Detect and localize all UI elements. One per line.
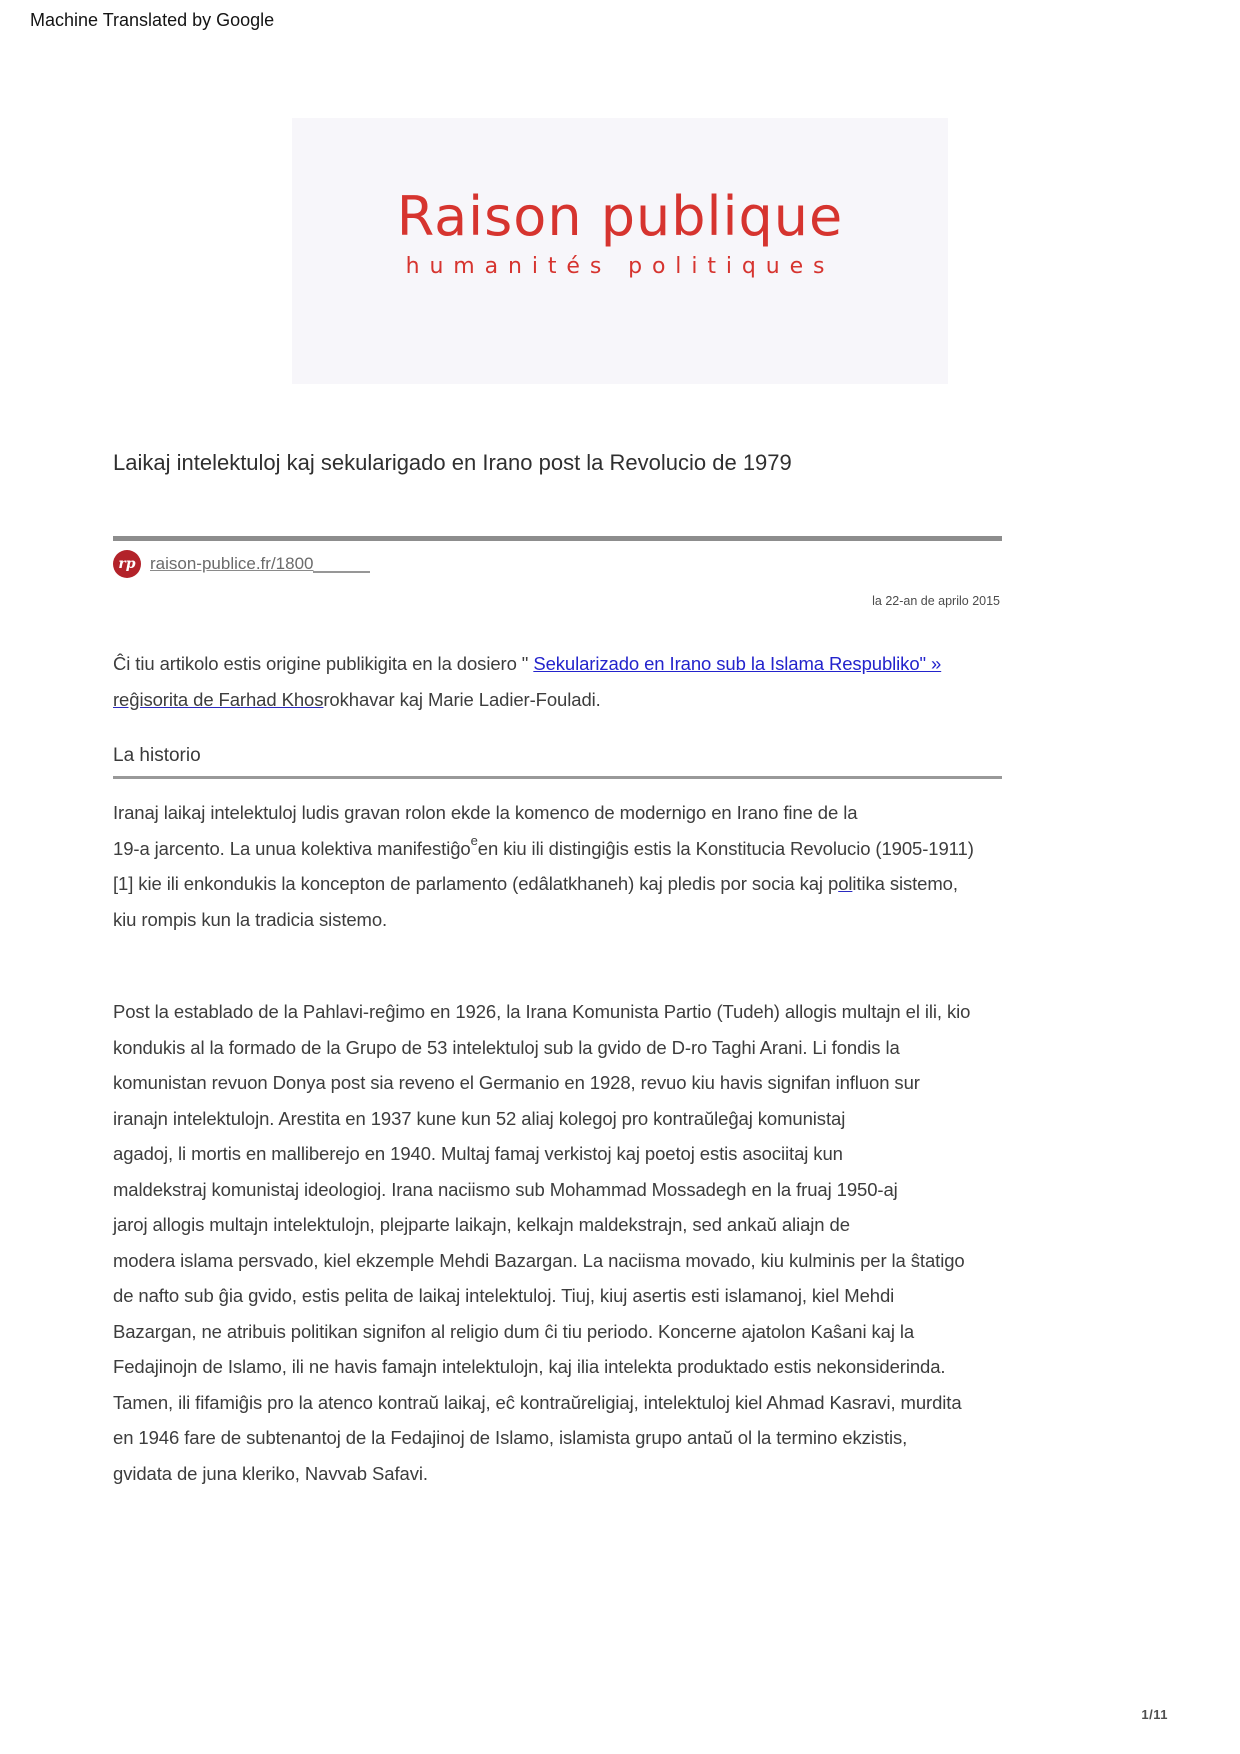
text-span: iranajn intelektulojn. Arestita en 1937 kune kun 52 aliaj kolegoj pro kontraŭleĝaj komunistaj xyxy=(113,1107,846,1129)
text-span: ol xyxy=(838,873,853,894)
text-line xyxy=(113,994,970,1030)
text-span: modera islama persvado, kiel ekzemple Mehdi Bazargan. La naciisma movado, kiu kulminis per la ŝtatigo xyxy=(113,1249,965,1271)
history-paragraph-1 xyxy=(113,795,974,937)
text-line xyxy=(113,1278,970,1314)
text-span: gvidata de juna kleriko, Navvab Safavi. xyxy=(113,1462,428,1484)
text-line xyxy=(113,1349,970,1385)
text-span: [1] kie ili enkondukis la koncepton de parlamento (edâlatkhaneh) kaj pledis por socia kaj p xyxy=(113,873,839,894)
machine-translated-note: Machine Translated by Google xyxy=(30,10,275,30)
header-divider xyxy=(113,536,1002,541)
text-line xyxy=(113,866,974,902)
inline-link[interactable]: reĝisorita de Farhad Khos xyxy=(113,688,324,710)
text-span: e xyxy=(470,832,478,848)
text-span: Post la establado de la Pahlavi-reĝimo en 1926, la Irana Komunista Partio (Tudeh) allogis multajn el ili, kio xyxy=(113,1001,971,1022)
article-date: la 22-an de aprilo 2015 xyxy=(872,594,1000,608)
text-line xyxy=(113,1101,970,1137)
raison-publique-logo xyxy=(292,118,948,384)
logo-wordmark: Raison publique xyxy=(396,185,844,248)
text-span: 19-a jarcento. La unua kolektiva manifestiĝo xyxy=(113,837,471,859)
section-heading: La historio xyxy=(113,745,201,766)
text-line xyxy=(113,1207,970,1243)
text-line xyxy=(113,795,974,831)
text-span: maldekstraj komunistaj ideologioj. Irana naciismo sub Mohammad Mossadegh en la fruaj 1950-aj xyxy=(113,1178,898,1200)
text-span: agadoj, li mortis en malliberejo en 1940. Multaj famaj verkistoj kaj poetoj estis asociitaj kun xyxy=(113,1143,843,1164)
text-line xyxy=(113,682,941,718)
text-span: rokhavar kaj Marie Ladier-Fouladi. xyxy=(323,688,601,710)
text-span: kiu rompis kun la tradicia sistemo. xyxy=(113,908,388,930)
history-paragraph-2 xyxy=(113,994,970,1491)
text-span: Ĉi tiu artikolo estis origine publikigita en la dosiero " xyxy=(113,653,534,674)
text-line xyxy=(113,646,941,682)
text-line xyxy=(113,902,974,938)
inline-link[interactable]: Sekularizado en Irano sub la Islama Respubliko" » xyxy=(533,653,942,674)
text-line xyxy=(113,1172,970,1208)
text-span: itika sistemo, xyxy=(852,873,958,894)
text-span: en 1946 fare de subtenantoj de la Fedajinoj de Islamo, islamista grupo antaŭ ol la termino ekzistis, xyxy=(113,1427,908,1448)
page-number: 1/11 xyxy=(1141,1707,1168,1722)
intro-paragraph xyxy=(113,646,941,717)
text-line xyxy=(113,1456,970,1492)
text-span: jaroj allogis multajn intelektulojn, plejparte laikajn, kelkajn maldekstrajn, sed ankaŭ aliajn de xyxy=(113,1214,850,1235)
text-span: de nafto sub ĝia gvido, estis pelita de laikaj intelektuloj. Tiuj, kiuj asertis esti islamanoj, kiel Mehdi xyxy=(113,1285,895,1306)
rp-badge-icon xyxy=(113,550,141,578)
text-line xyxy=(113,1420,970,1456)
rp-badge-letters: rp xyxy=(118,556,136,572)
link-underline-extension xyxy=(313,571,370,573)
text-line xyxy=(113,1065,970,1101)
section-divider xyxy=(113,776,1002,779)
text-span: Bazargan, ne atribuis politikan signifon al religio dum ĉi tiu periodo. Koncerne ajatolon Kaŝani kaj la xyxy=(113,1320,915,1342)
article-title: Laikaj intelektuloj kaj sekularigado en Irano post la Revolucio de 1979 xyxy=(113,450,792,475)
text-span: kondukis al la formado de la Grupo de 53 intelektuloj sub la gvido de D-ro Taghi Arani. Li fondis la xyxy=(113,1036,900,1058)
text-span: komunistan revuon Donya post sia reveno el Germanio en 1928, revuo kiu havis signifan influon sur xyxy=(113,1072,920,1093)
text-line xyxy=(113,831,974,867)
text-span: en kiu ili distingiĝis estis la Konstitucia Revolucio (1905-1911) xyxy=(477,837,974,859)
logo-tagline: humanités politiques xyxy=(405,254,835,279)
text-span: Tamen, ili fifamiĝis pro la atenco kontraŭ laikaj, eĉ kontraŭreligiaj, intelektuloj kiel Ahmad Kasravi, murdita xyxy=(113,1391,962,1413)
text-span: Fedajinojn de Islamo, ili ne havis famajn intelektulojn, kaj ilia intelekta produktado estis nekonsiderinda. xyxy=(113,1356,946,1377)
source-link[interactable]: raison-publice.fr/1800 xyxy=(150,554,314,573)
text-line xyxy=(113,1030,970,1066)
source-row xyxy=(113,549,370,579)
text-span: Iranaj laikaj intelektuloj ludis gravan rolon ekde la komenco de modernigo en Irano fine de la xyxy=(113,802,858,823)
text-line xyxy=(113,1385,970,1421)
text-line xyxy=(113,1243,970,1279)
text-line xyxy=(113,1314,970,1350)
text-line xyxy=(113,1136,970,1172)
